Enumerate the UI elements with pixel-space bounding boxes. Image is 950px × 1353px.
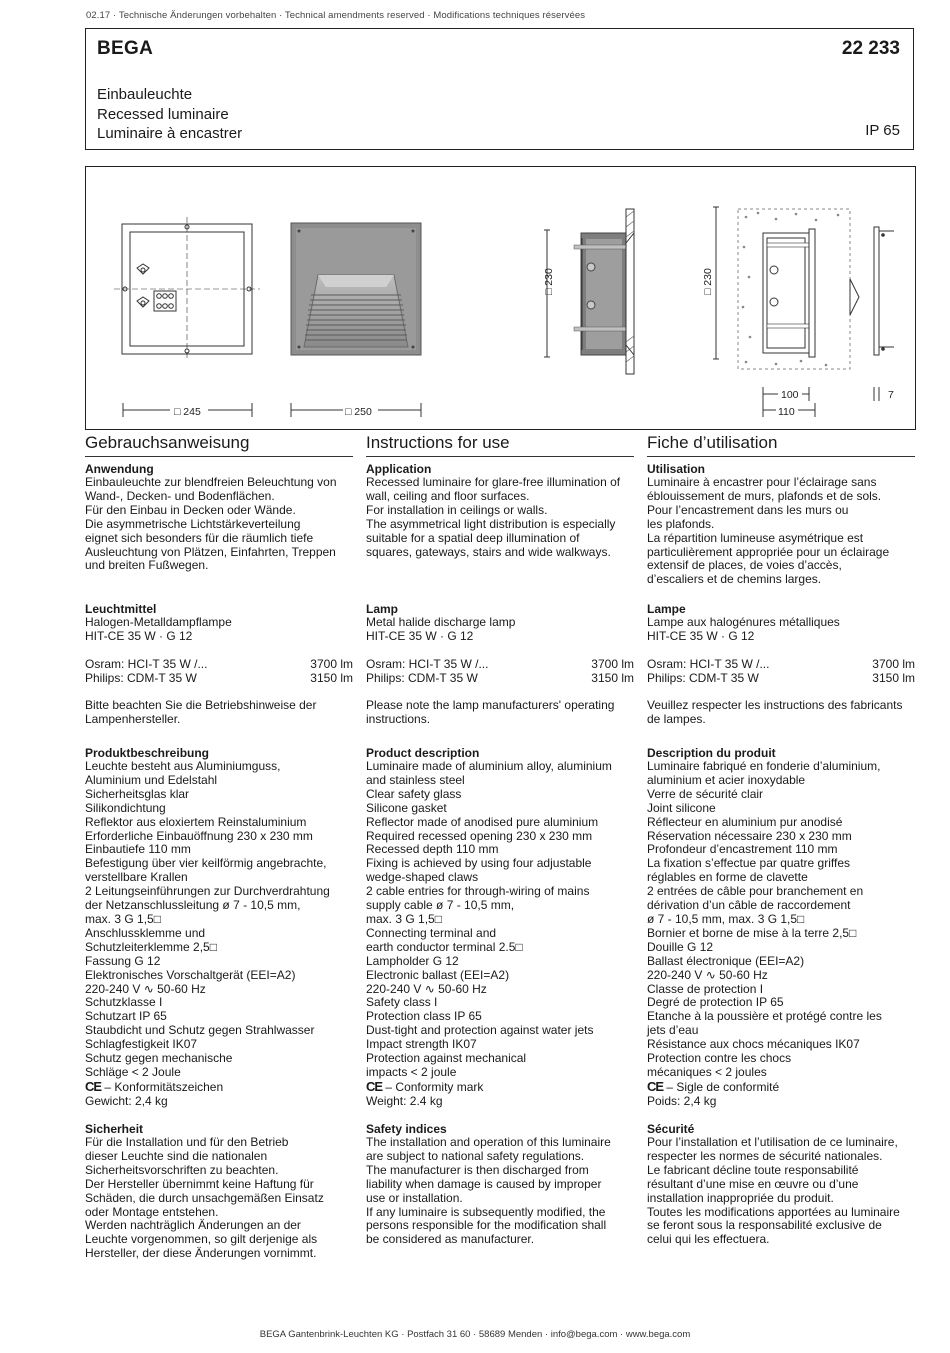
side-view-luminaire [544, 209, 634, 374]
product-description-section-title: Produktbeschreibung [85, 746, 210, 760]
product-description-section-title: Product description [366, 746, 480, 760]
lamp-spacer [647, 686, 915, 700]
safety-section-line: Für die Installation und für den Betrieb [85, 1135, 289, 1149]
front-view-mounting [114, 217, 260, 361]
safety-section-line: The installation and operation of this luminaire [366, 1135, 611, 1149]
safety-section-line: celui qui les effectuera. [647, 1232, 770, 1247]
dim-7-label: 7 [888, 389, 894, 401]
product-description-section-line: Aluminium und Edelstahl [85, 772, 218, 787]
technical-drawing [85, 166, 916, 430]
product-description-section-line: Schutzleiterklemme 2,5□ [85, 939, 217, 954]
product-description-section-line: max. 3 G 1,5□ [85, 911, 161, 926]
product-description-section-line: Recessed depth 110 mm [366, 842, 499, 857]
product-description-section-line: Staubdicht und Schutz gegen Strahlwasser [85, 1023, 315, 1038]
product-description-section [647, 746, 915, 1109]
lamp-note-line: de lampes. [647, 712, 706, 727]
product-description-section-line: supply cable ø 7 - 10,5 mm, [366, 898, 515, 913]
safety-section [85, 1122, 353, 1261]
product-description-section-line: max. 3 G 1,5□ [366, 911, 442, 926]
product-description-section-line: Elektronisches Vorschaltgerät (EEI=A2) [85, 967, 296, 982]
application-section-title: Application [366, 462, 432, 476]
safety-section-line: Pour l’installation et l’utilisation de ce luminaire, [647, 1135, 898, 1149]
safety-section-line: persons responsible for the modification shall [366, 1218, 607, 1233]
application-section-line: Ausleuchtung von Plätzen, Einfahrten, Treppen [85, 544, 336, 559]
product-description-section-line: Réservation nécessaire 230 x 230 mm [647, 828, 852, 843]
lamp-note-line: instructions. [366, 712, 431, 727]
product-description-section-line: Luminaire fabriqué en fonderie d’aluminium, [647, 759, 881, 773]
product-description-section-line: dérivation d’un câble de raccordement [647, 898, 851, 913]
safety-section-title: Sécurité [647, 1122, 695, 1136]
lamp-section-line: HIT-CE 35 W · G 12 [85, 628, 193, 643]
product-description-section-line: Schutzart IP 65 [85, 1009, 167, 1024]
application-section-line: Einbauleuchte zur blendfreien Beleuchtung von [85, 475, 337, 489]
product-description-section-line: Silicone gasket [366, 800, 447, 815]
product-description-section-line: Dust-tight and protection against water jets [366, 1023, 594, 1038]
application-section-line: éblouissement de murs, plafonds et de sols. [647, 488, 882, 503]
lamp-lumen: 3150 lm [591, 670, 634, 685]
application-section [85, 462, 353, 573]
safety-section-title: Safety indices [366, 1122, 447, 1136]
safety-section-line: Le fabricant décline toute responsabilité [647, 1162, 859, 1177]
ip-rating: IP 65 [865, 122, 900, 139]
product-description-section-line: earth conductor terminal 2.5□ [366, 939, 523, 954]
product-description-section-line: Safety class I [366, 995, 438, 1010]
safety-section-line: Schäden, die durch unsachgemäßen Einsatz [85, 1190, 324, 1205]
product-description-section-line: Erforderliche Einbauöffnung 230 x 230 mm [85, 828, 313, 843]
lamp-name: Philips: CDM-T 35 W [85, 670, 197, 685]
application-section [366, 462, 634, 559]
safety-section-line: oder Montage entstehen. [85, 1204, 219, 1219]
product-description-section-line: Bornier et borne de mise à la terre 2,5□ [647, 925, 857, 940]
product-description-section-line: wedge-shaped claws [366, 870, 479, 885]
product-description-section-line: Clear safety glass [366, 786, 462, 801]
product-description-section-line: La fixation s’effectue par quatre griffes [647, 856, 851, 871]
safety-section-title: Sicherheit [85, 1122, 144, 1136]
safety-section-line: If any luminaire is subsequently modified, the [366, 1204, 606, 1219]
safety-section-line: Toutes les modifications apportées au luminaire [647, 1204, 900, 1219]
product-description-section-line: Classe de protection I [647, 981, 764, 996]
lamp-lumen: 3700 lm [872, 656, 915, 671]
weight: Poids: 2,4 kg [647, 1093, 717, 1108]
ce-mark-icon: CE [366, 1078, 383, 1094]
product-description-section-line: mécaniques < 2 joules [647, 1064, 767, 1079]
ce-row [85, 1080, 353, 1095]
lamp-lumen: 3150 lm [872, 670, 915, 685]
application-section [647, 462, 915, 587]
product-description-section-line: 220-240 V ∿ 50-60 Hz [366, 981, 487, 996]
application-section-line: eignet sich besonders für die räumlich tiefe [85, 530, 314, 545]
safety-section-line: be considered as manufacturer. [366, 1232, 535, 1247]
application-section-title: Anwendung [85, 462, 154, 476]
lamp-row [85, 672, 353, 686]
safety-section-line: résultant d’une mise en œuvre ou d’une [647, 1176, 859, 1191]
application-section-line: La répartition lumineuse asymétrique est [647, 530, 864, 545]
product-description-section-line: Schläge < 2 Joule [85, 1064, 181, 1079]
product-description-section-line: Schlagfestigkeit IK07 [85, 1037, 198, 1052]
lamp-section [85, 602, 353, 727]
product-header [85, 28, 914, 150]
lamp-name: Osram: HCI-T 35 W /... [647, 656, 770, 671]
safety-section [366, 1122, 634, 1247]
title-fr: Luminaire à encastrer [97, 125, 243, 142]
lamp-name: Philips: CDM-T 35 W [366, 670, 478, 685]
application-section-title: Utilisation [647, 462, 706, 476]
title-en: Recessed luminaire [97, 105, 229, 123]
front-view-luminaire [291, 223, 421, 355]
application-section-line: Für den Einbau in Decken oder Wände. [85, 502, 296, 517]
product-description-section-line: Profondeur d’encastrement 110 mm [647, 842, 838, 857]
lamp-row [647, 672, 915, 686]
product-description-section [85, 746, 353, 1109]
lamp-spacer [85, 644, 353, 658]
lamp-section-title: Leuchtmittel [85, 602, 157, 616]
product-description-section-line: Verre de sécurité clair [647, 786, 764, 801]
application-section-line: suitable for a spatial deep illumination of [366, 530, 580, 545]
product-description-section-line: Ballast électronique (EEI=A2) [647, 953, 805, 968]
application-section-line: particulièrement appropriée pour un éclairage [647, 544, 890, 559]
product-description-section-line: 220-240 V ∿ 50-60 Hz [647, 967, 768, 982]
ce-mark-icon: CE [85, 1078, 102, 1094]
lamp-spacer [366, 686, 634, 700]
product-description-section-line: Connecting terminal and [366, 925, 497, 940]
safety-section-line: Hersteller, der diese Änderungen vornimmt. [85, 1246, 317, 1261]
lamp-spacer [647, 644, 915, 658]
lamp-section [366, 602, 634, 727]
product-description-section-line: 2 entrées de câble pour branchement en [647, 884, 864, 899]
product-description-section-line: Degré de protection IP 65 [647, 995, 784, 1010]
ce-text: – Sigle de conformité [663, 1079, 780, 1094]
product-description-section-line: Protection contre les chocs [647, 1051, 792, 1066]
lamp-name: Osram: HCI-T 35 W /... [85, 656, 208, 671]
dim-245-label: □ 245 [174, 406, 201, 418]
product-description-section-line: der Netzanschlussleitung ø 7 - 10,5 mm, [85, 898, 301, 913]
revision-note: 02.17 · Technische Änderungen vorbehalten · Technical amendments reserved · Modifications techniques réservées [86, 10, 586, 21]
safety-section-line: are subject to national safety regulations. [366, 1148, 585, 1163]
ce-text: – Conformity mark [382, 1079, 484, 1094]
safety-section-line: respecter les normes de sécurité nationales. [647, 1148, 883, 1163]
lamp-section-line: Halogen-Metalldampflampe [85, 615, 232, 629]
product-description-section-line: jets d’eau [647, 1023, 699, 1038]
product-description-section-line: Einbautiefe 110 mm [85, 842, 191, 857]
title-de: Einbauleuchte [97, 86, 193, 103]
footer-address: BEGA Gantenbrink-Leuchten KG · Postfach 31 60 · 58689 Menden · info@bega.com · www.bega.com [259, 1329, 691, 1340]
product-description-section-line: Etanche à la poussière et protégé contre les [647, 1009, 882, 1024]
lamp-note-line: Bitte beachten Sie die Betriebshinweise der [85, 698, 317, 713]
product-description-section-line: ø 7 - 10,5 mm, max. 3 G 1,5□ [647, 911, 805, 926]
safety-section-line: Sicherheitsvorschriften zu beachten. [85, 1162, 279, 1177]
product-description-section-line: and stainless steel [366, 772, 465, 787]
safety-section-line: Werden nachträglich Änderungen an der [85, 1218, 301, 1233]
lamp-spacer [366, 644, 634, 658]
product-description-section-line: Leuchte besteht aus Aluminiumguss, [85, 759, 281, 773]
product-description-section-line: 2 Leitungseinführungen zur Durchverdrahtung [85, 884, 330, 899]
application-section-line: squares, gateways, stairs and wide walkways. [366, 544, 611, 559]
application-section-line: les plafonds. [647, 516, 715, 531]
lamp-note-line: Veuillez respecter les instructions des fabricants [647, 698, 903, 713]
safety-section-line: se feront sous la responsabilité exclusive de [647, 1218, 882, 1233]
drawing-svg [86, 167, 917, 431]
product-description-section-line: Schutz gegen mechanische [85, 1051, 233, 1066]
safety-section [647, 1122, 915, 1247]
product-description-section-line: Protection against mechanical [366, 1051, 527, 1066]
product-description-section-line: Silikondichtung [85, 800, 166, 815]
product-description-section-line: 2 cable entries for through-wiring of mains [366, 884, 590, 899]
lamp-name: Osram: HCI-T 35 W /... [366, 656, 489, 671]
column-heading-fr: Fiche d’utilisation [647, 432, 915, 457]
product-description-section-line: Anschlussklemme und [85, 925, 206, 940]
lamp-section-line: Metal halide discharge lamp [366, 615, 516, 629]
product-description-section [366, 746, 634, 1109]
ce-text: – Konformitätszeichen [101, 1079, 224, 1094]
lamp-note-line: Lampenhersteller. [85, 712, 181, 727]
lamp-section-line: HIT-CE 35 W · G 12 [647, 628, 755, 643]
product-description-section-line: Luminaire made of aluminium alloy, aluminium [366, 759, 612, 773]
article-number: 22 233 [841, 38, 900, 59]
lamp-section-title: Lamp [366, 602, 399, 616]
safety-section-line: use or installation. [366, 1190, 463, 1205]
ce-row [647, 1080, 915, 1095]
product-description-section-line: Résistance aux chocs mécaniques IK07 [647, 1037, 860, 1052]
product-description-section-line: verstellbare Krallen [85, 870, 188, 885]
column-heading-en: Instructions for use [366, 432, 634, 457]
lamp-row [85, 658, 353, 672]
product-description-section-line: Electronic ballast (EEI=A2) [366, 967, 510, 982]
lamp-row [366, 672, 634, 686]
product-description-section-line: Reflektor aus eloxiertem Reinstaluminium [85, 814, 307, 829]
product-description-section-line: Douille G 12 [647, 939, 714, 954]
application-section-line: und breiten Fußwegen. [85, 558, 209, 573]
safety-section-line: liability when damage is caused by improper [366, 1176, 602, 1191]
product-description-section-line: Réflecteur en aluminium pur anodisé [647, 814, 843, 829]
application-section-line: The asymmetrical light distribution is especially [366, 516, 616, 531]
column-heading-de: Gebrauchsanweisung [85, 432, 353, 457]
application-section-line: d’escaliers et de chemins larges. [647, 572, 822, 587]
product-description-section-line: Impact strength IK07 [366, 1037, 477, 1052]
lamp-row [647, 658, 915, 672]
lamp-section [647, 602, 915, 727]
application-section-line: Wand-, Decken- und Bodenflächen. [85, 488, 275, 503]
weight: Weight: 2.4 kg [366, 1093, 443, 1108]
dim-230-side-label: □ 230 [543, 268, 555, 295]
lamp-section-title: Lampe [647, 602, 686, 616]
product-description-section-line: Required recessed opening 230 x 230 mm [366, 828, 593, 843]
lamp-lumen: 3150 lm [310, 670, 353, 685]
dim-110-label: 110 [778, 406, 795, 418]
section-view-installation [713, 207, 894, 369]
product-description-section-title: Description du produit [647, 746, 776, 760]
lamp-lumen: 3700 lm [310, 656, 353, 671]
safety-section-line: dieser Leuchte sind die nationalen [85, 1148, 268, 1163]
product-description-section-line: Schutzklasse I [85, 995, 163, 1010]
weight: Gewicht: 2,4 kg [85, 1093, 168, 1108]
product-description-section-line: Lampholder G 12 [366, 953, 459, 968]
product-description-section-line: Sicherheitsglas klar [85, 786, 190, 801]
product-titles [97, 85, 242, 144]
dimension-lines [123, 387, 879, 417]
product-description-section-line: Reflector made of anodised pure aluminium [366, 814, 599, 829]
column-german [85, 432, 353, 1261]
lamp-section-line: Lampe aux halogénures métalliques [647, 615, 840, 629]
safety-section-line: Leuchte vorgenommen, so gilt derjenige als [85, 1232, 318, 1247]
column-english [366, 432, 634, 1247]
column-french [647, 432, 915, 1247]
ce-row [366, 1080, 634, 1095]
product-description-section-line: Befestigung über vier keilförmig angebrachte, [85, 856, 327, 871]
application-section-line: wall, ceiling and floor surfaces. [366, 488, 530, 503]
product-description-section-line: impacts < 2 joule [366, 1064, 457, 1079]
lamp-row [366, 658, 634, 672]
application-section-line: For installation in ceilings or walls. [366, 502, 548, 517]
ce-mark-icon: CE [647, 1078, 664, 1094]
product-description-section-line: Fixing is achieved by using four adjustable [366, 856, 592, 871]
safety-section-line: The manufacturer is then discharged from [366, 1162, 589, 1177]
lamp-name: Philips: CDM-T 35 W [647, 670, 759, 685]
dim-250-label: □ 250 [345, 406, 372, 418]
lamp-lumen: 3700 lm [591, 656, 634, 671]
product-description-section-line: Protection class IP 65 [366, 1009, 482, 1024]
application-section-line: Pour l’encastrement dans les murs ou [647, 502, 849, 517]
product-description-section-line: réglables en forme de clavette [647, 870, 808, 885]
application-section-line: Luminaire à encastrer pour l’éclairage sans [647, 475, 877, 489]
application-section-line: extensif de places, de voies d’accès, [647, 558, 842, 573]
dim-100-label: 100 [781, 389, 799, 401]
application-section-line: Recessed luminaire for glare-free illumination of [366, 475, 621, 489]
brand-name: BEGA [97, 38, 154, 59]
product-description-section-line: aluminium et acier inoxydable [647, 772, 806, 787]
safety-section-line: installation inappropriée du produit. [647, 1190, 834, 1205]
application-section-line: Die asymmetrische Lichtstärkeverteilung [85, 516, 301, 531]
product-description-section-line: Fassung G 12 [85, 953, 161, 968]
lamp-section-line: HIT-CE 35 W · G 12 [366, 628, 474, 643]
dim-230-section-label: □ 230 [702, 268, 714, 295]
safety-section-line: Der Hersteller übernimmt keine Haftung für [85, 1176, 314, 1191]
lamp-spacer [85, 686, 353, 700]
product-description-section-line: 220-240 V ∿ 50-60 Hz [85, 981, 206, 996]
lamp-note-line: Please note the lamp manufacturers' operating [366, 698, 615, 713]
product-description-section-line: Joint silicone [647, 800, 716, 815]
